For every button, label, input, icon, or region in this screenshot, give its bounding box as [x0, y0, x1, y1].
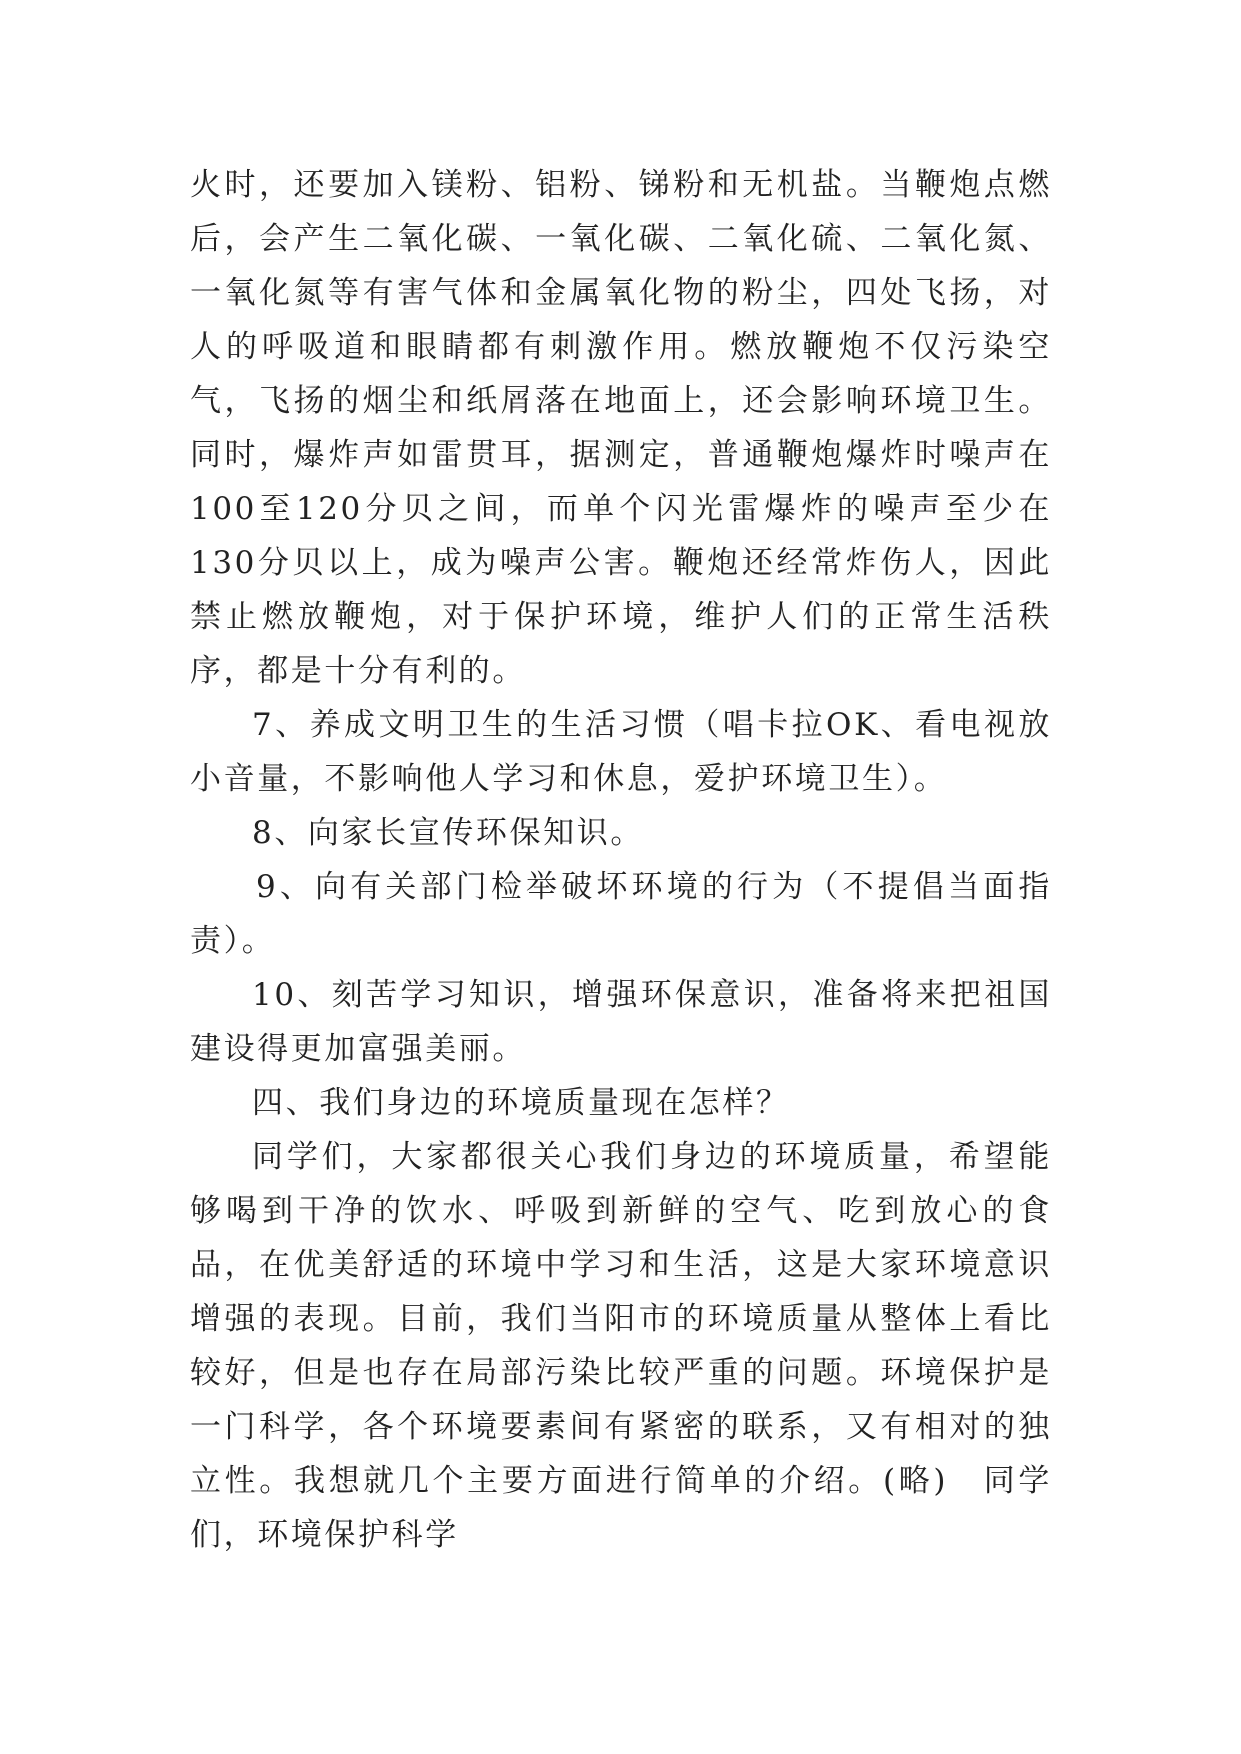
section-heading-4: 四、我们身边的环境质量现在怎样？	[252, 1085, 790, 1121]
paragraph-item-10: 10、刻苦学习知识，增强环保意识，准备将来把祖国建设得更加富强美丽。	[190, 977, 1052, 1067]
paragraph-firecracker-hazards: 火时，还要加入镁粉、铝粉、锑粉和无机盐。当鞭炮点燃后，会产生二氧化碳、一氧化碳、二氧化硫、二氧化氮、一氧化氮等有害气体和金属氧化物的粉尘，四处飞扬，对人的呼吸道和眼睛都有刺激作用。燃放鞭炮不仅污染空气，飞扬的烟尘和纸屑落在地面上，还会影响环境卫生。同时，爆炸声如雷贯耳，据测定，普通鞭炮爆炸时噪声在100至120分贝之间，而单个闪光雷爆炸的噪声至少在130分贝以上，成为噪声公害。鞭炮还经常炸伤人，因此禁止燃放鞭炮，对于保护环境，维护人们的正常生活秩序，都是十分有利的。	[190, 167, 1052, 689]
paragraph-item-7: 7、养成文明卫生的生活习惯（唱卡拉OK、看电视放小音量，不影响他人学习和休息，爱护环境卫生）。	[190, 707, 1052, 797]
paragraph-item-8: 8、向家长宣传环保知识。	[252, 815, 644, 851]
paragraph-item-9: 9、向有关部门检举破坏环境的行为（不提倡当面指责）。	[190, 869, 1052, 959]
document-body	[190, 158, 1052, 1562]
paragraph-environment-quality: 同学们，大家都很关心我们身边的环境质量，希望能够喝到干净的饮水、呼吸到新鲜的空气、吃到放心的食品，在优美舒适的环境中学习和生活，这是大家环境意识增强的表现。目前，我们当阳市的环境质量从整体上看比较好，但是也存在局部污染比较严重的问题。环境保护是一门科学，各个环境要素间有紧密的联系，又有相对的独立性。我想就几个主要方面进行简单的介绍。(略) 同学们，环境保护科学	[190, 1139, 1052, 1553]
